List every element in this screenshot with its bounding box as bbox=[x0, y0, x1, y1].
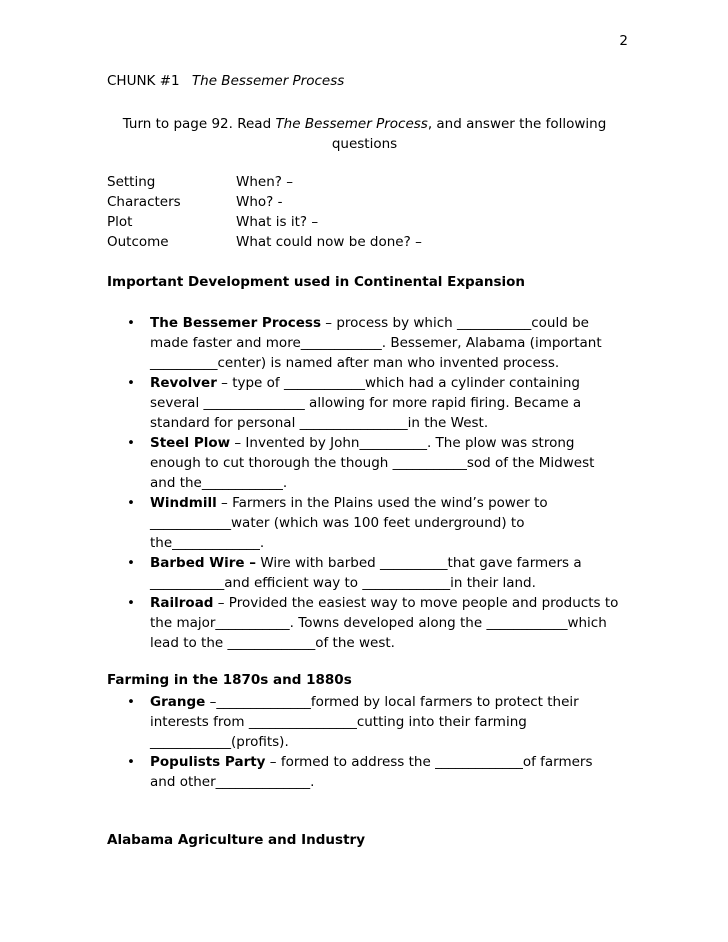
page-number: 2 bbox=[619, 33, 628, 49]
list-item bbox=[0, 433, 620, 493]
bullet-icon: • bbox=[127, 694, 135, 710]
item-term: Railroad bbox=[150, 595, 214, 611]
bullet-icon: • bbox=[127, 595, 135, 611]
item-term: Populists Party bbox=[150, 754, 266, 770]
list-item bbox=[0, 553, 620, 593]
section-heading-expansion: Important Development used in Continental Expansion bbox=[107, 274, 525, 290]
instructions-book-title: The Bessemer Process bbox=[275, 116, 428, 132]
story-element-label: Plot bbox=[107, 214, 133, 230]
section-heading-alabama: Alabama Agriculture and Industry bbox=[107, 832, 365, 848]
instructions bbox=[107, 114, 622, 154]
bullet-icon: • bbox=[127, 555, 135, 571]
section-heading-farming: Farming in the 1870s and 1880s bbox=[107, 672, 352, 688]
item-term: Barbed Wire – bbox=[150, 555, 257, 571]
bullet-icon: • bbox=[127, 435, 135, 451]
list-item bbox=[0, 593, 620, 653]
bullet-icon: • bbox=[127, 754, 135, 770]
list-item bbox=[0, 313, 620, 373]
item-text: – Provided the easiest way to move people and products to the major___________. Towns developed along the ____________which lead to the _____________of the west. bbox=[150, 595, 619, 651]
expansion-list bbox=[0, 313, 620, 653]
story-element-label: Characters bbox=[107, 194, 181, 210]
item-term: Revolver bbox=[150, 375, 217, 391]
item-text: – type of ____________which had a cylinder containing several _______________ allowing for more rapid firing. Became a standard for personal ________________in the West. bbox=[150, 375, 582, 431]
item-term: Steel Plow bbox=[150, 435, 231, 451]
chunk-header bbox=[107, 73, 344, 89]
list-item bbox=[0, 373, 620, 433]
story-element-value: Who? - bbox=[236, 194, 283, 210]
chunk-title: The Bessemer Process bbox=[191, 73, 345, 89]
item-text: –______________formed by local farmers to protect their interests from ________________cutting into their farming ____________(profits). bbox=[150, 694, 579, 750]
story-element-value: What could now be done? – bbox=[236, 234, 422, 250]
list-item bbox=[0, 752, 620, 792]
instructions-after: , and answer the following questions bbox=[331, 116, 607, 152]
list-item bbox=[0, 493, 620, 553]
item-term: The Bessemer Process bbox=[150, 315, 321, 331]
chunk-label: CHUNK #1 bbox=[107, 73, 180, 89]
item-text: – Farmers in the Plains used the wind’s power to ____________water (which was 100 feet underground) to the_____________. bbox=[150, 495, 548, 551]
bullet-icon: • bbox=[127, 495, 135, 511]
farming-list bbox=[0, 692, 620, 792]
item-term: Grange bbox=[150, 694, 206, 710]
item-text: Wire with barbed __________that gave farmers a ___________and efficient way to _____________in their land. bbox=[150, 555, 582, 591]
instructions-before: Turn to page 92. Read bbox=[122, 116, 276, 132]
item-text: – formed to address the _____________of farmers and other______________. bbox=[150, 754, 593, 790]
story-element-value: When? – bbox=[236, 174, 293, 190]
list-item bbox=[0, 692, 620, 752]
item-text: – Invented by John__________. The plow was strong enough to cut thorough the though ___________sod of the Midwest and the____________. bbox=[150, 435, 595, 491]
story-element-label: Setting bbox=[107, 174, 156, 190]
item-term: Windmill bbox=[150, 495, 217, 511]
story-element-value: What is it? – bbox=[236, 214, 319, 230]
item-text: – process by which ___________could be made faster and more____________. Bessemer, Alabama (important __________center) is named after man who invented process. bbox=[150, 315, 602, 371]
bullet-icon: • bbox=[127, 315, 135, 331]
story-element-label: Outcome bbox=[107, 234, 169, 250]
bullet-icon: • bbox=[127, 375, 135, 391]
